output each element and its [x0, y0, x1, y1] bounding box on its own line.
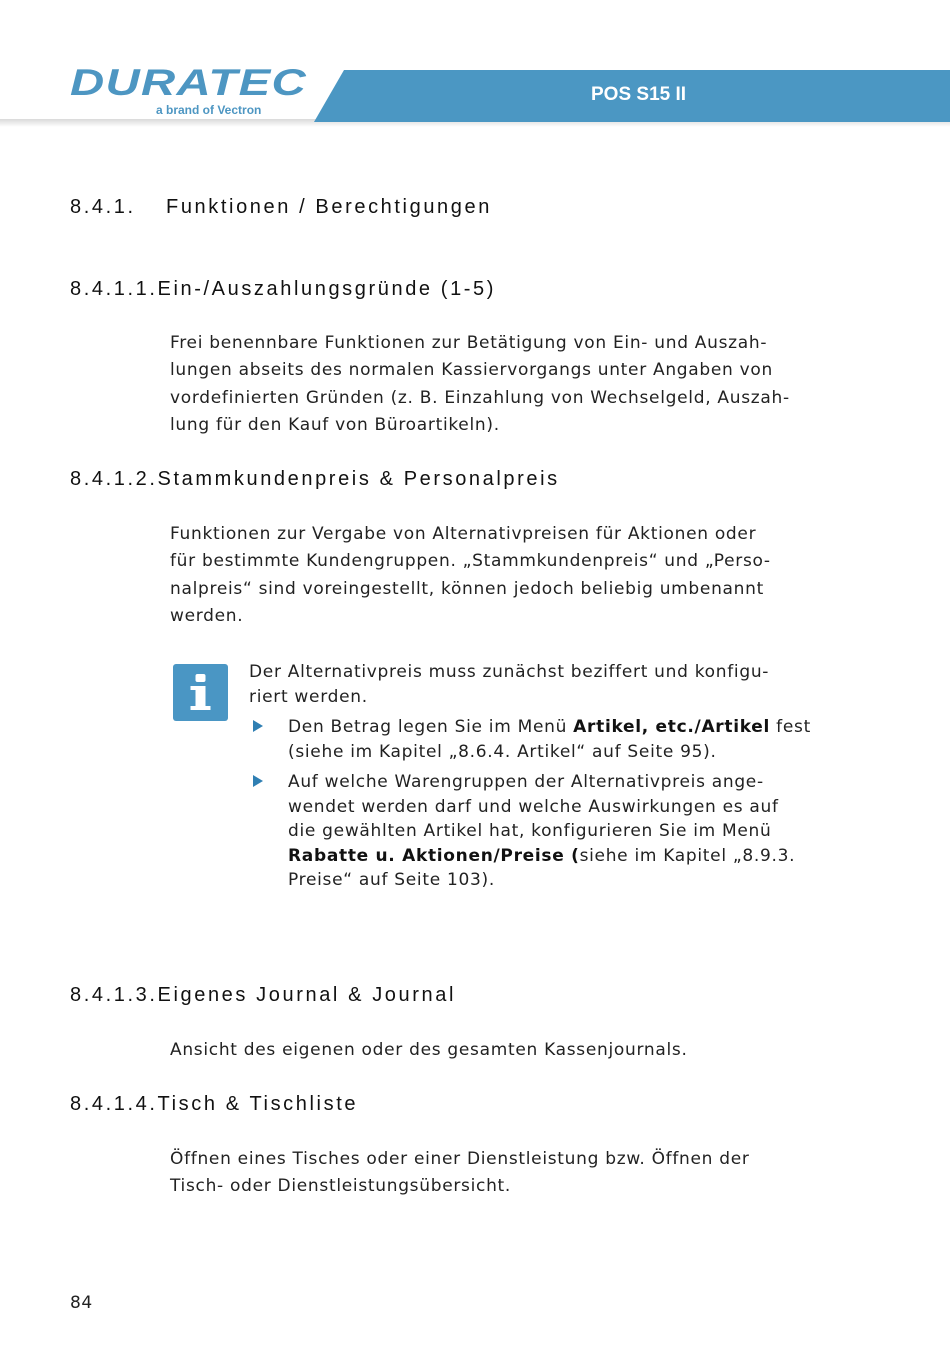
section-title: Ein-/Auszahlungsgründe (1-5): [157, 278, 497, 300]
info-note-bullets: [249, 715, 829, 893]
section-number: 8.4.1.2.: [70, 468, 158, 490]
note-line: Der Alternativpreis muss zunächst beziffert und konfigu-: [249, 662, 770, 682]
section-heading-8-4-1-2: [70, 468, 560, 491]
section-paragraph-8-4-1-4: [170, 1146, 820, 1201]
bullet-text: fest: [770, 717, 811, 737]
bullet-arrow-icon: [253, 720, 263, 732]
info-note-intro: [249, 660, 819, 709]
paragraph-line: Funktionen zur Vergabe von Alternativpreisen für Aktionen oder: [170, 524, 757, 544]
paragraph-line: lungen abseits des normalen Kassiervorgangs unter Angaben von: [170, 360, 773, 381]
section-number: 8.4.1.3.: [70, 984, 158, 1006]
brand-logo: DURATEC: [70, 62, 307, 103]
paragraph-line: Öffnen eines Tisches oder einer Dienstleistung bzw. Öffnen der: [170, 1149, 750, 1169]
paragraph-line: Tisch- oder Dienstleistungsübersicht.: [170, 1176, 512, 1197]
section-number: 8.4.1.1.: [70, 278, 158, 300]
paragraph-line: Frei benennbare Funktionen zur Betätigung von Ein- und Auszah-: [170, 333, 768, 353]
bullet-item: [249, 715, 829, 764]
section-paragraph-8-4-1-3: [170, 1037, 820, 1064]
paragraph-line: vordefinierten Gründen (z. B. Einzahlung von Wechselgeld, Auszah-: [170, 387, 790, 408]
section-heading-8-4-1-4: [70, 1093, 358, 1116]
section-heading-8-4-1-1: [70, 278, 496, 301]
bullet-text: (siehe im Kapitel „8.6.4. Artikel“ auf Seite 95).: [288, 741, 717, 762]
bullet-arrow-icon: [253, 775, 263, 787]
section-title: Funktionen / Berechtigungen: [166, 196, 492, 218]
bullet-item: [249, 770, 829, 893]
bullet-text: wendet werden darf und welche Auswirkungen es auf: [288, 796, 779, 817]
page-number: 84: [70, 1293, 93, 1313]
section-paragraph-8-4-1-2: [170, 521, 820, 630]
paragraph-line: werden.: [170, 605, 244, 626]
bullet-text: Preise“ auf Seite 103).: [288, 870, 495, 890]
paragraph-line: lung für den Kauf von Büroartikeln).: [170, 414, 500, 435]
brand-tagline: a brand of Vectron: [156, 103, 262, 117]
paragraph-line: nalpreis“ sind voreingestellt, können jedoch beliebig umbenannt: [170, 578, 764, 599]
bullet-text: Auf welche Warengruppen der Alternativpreis ange-: [288, 772, 764, 792]
note-line: riert werden.: [249, 686, 368, 707]
section-heading-8-4-1-3: [70, 984, 456, 1007]
section-title: Tisch & Tischliste: [157, 1093, 359, 1115]
section-number: 8.4.1.: [70, 196, 136, 218]
section-number: 8.4.1.4.: [70, 1093, 158, 1115]
bullet-text: siehe im Kapitel „8.9.3.: [579, 845, 796, 866]
menu-path: Artikel, etc./Artikel: [573, 717, 771, 737]
info-icon: [173, 664, 228, 721]
paragraph-line: für bestimmte Kundengruppen. „Stammkundenpreis“ und „Perso-: [170, 551, 771, 572]
bullet-text: die gewählten Artikel hat, konfigurieren Sie im Menü: [288, 821, 772, 841]
section-title: Eigenes Journal & Journal: [157, 984, 457, 1006]
page-header: [0, 0, 950, 126]
section-title: Stammkundenpreis & Personalpreis: [157, 468, 560, 490]
product-name: POS S15 II: [591, 84, 687, 105]
section-heading-8-4-1: [70, 196, 492, 219]
menu-path: Rabatte u. Aktionen/Preise (: [288, 845, 580, 866]
paragraph-line: Ansicht des eigenen oder des gesamten Kassenjournals.: [170, 1040, 688, 1060]
section-paragraph-8-4-1-1: [170, 330, 820, 439]
bullet-text: Den Betrag legen Sie im Menü: [288, 717, 574, 737]
